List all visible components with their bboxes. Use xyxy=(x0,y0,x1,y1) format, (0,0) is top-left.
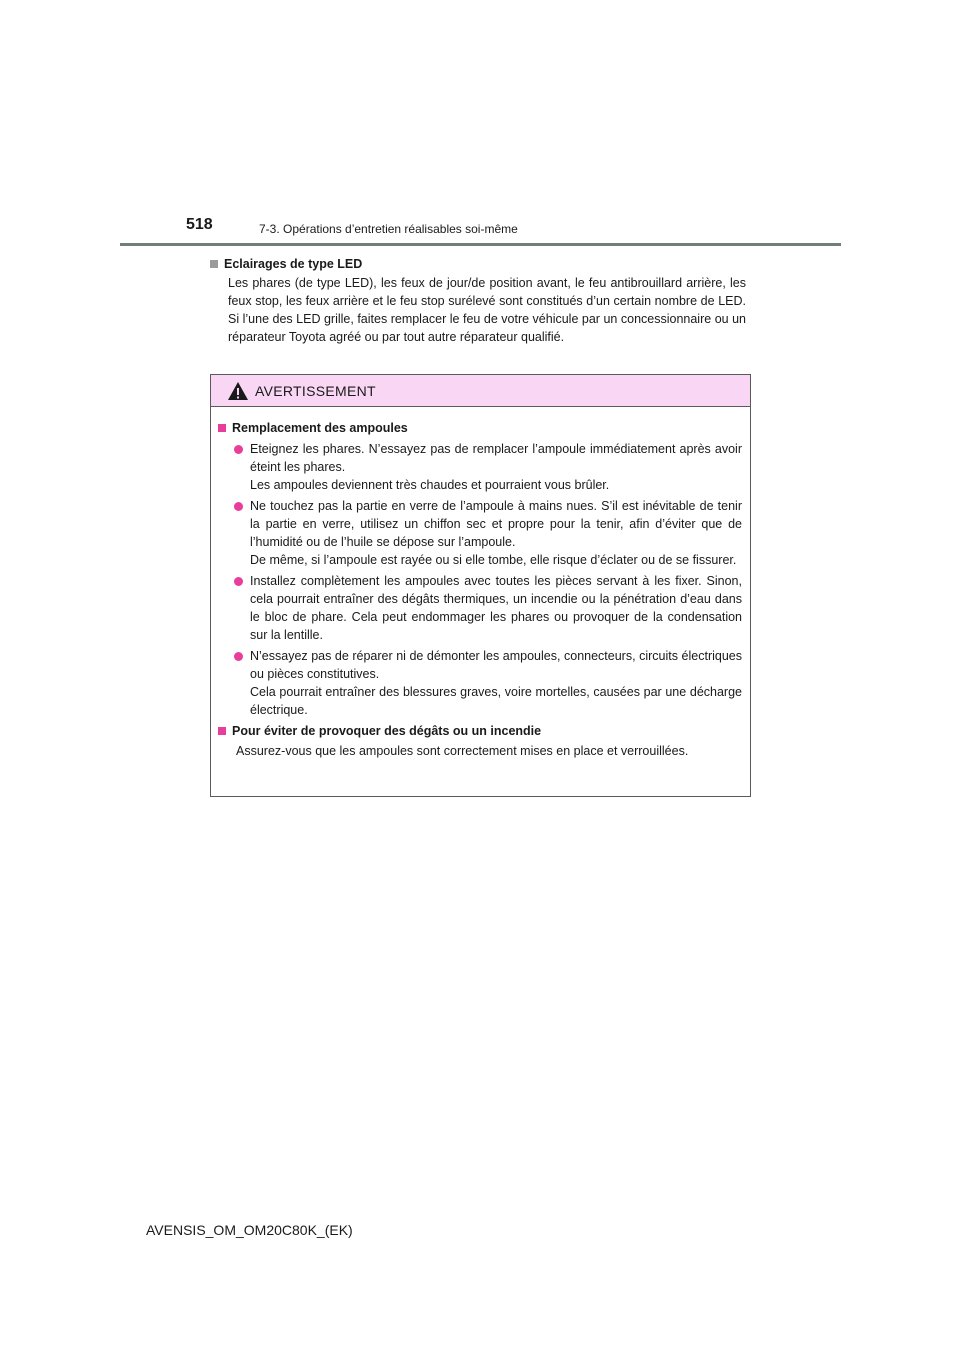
led-lighting-heading xyxy=(210,255,746,273)
led-lighting-heading-text: Eclairages de type LED xyxy=(224,257,363,271)
fire-prevention-text: Assurez-vous que les ampoules sont correctement mises en place et verrouillées. xyxy=(236,744,689,758)
square-bullet-icon xyxy=(210,260,218,268)
list-item xyxy=(218,647,742,719)
model-code: AVENSIS_OM_OM20C80K_(EK) xyxy=(146,1222,353,1238)
square-bullet-icon xyxy=(218,424,226,432)
circle-bullet-icon xyxy=(234,502,243,511)
led-lighting-section xyxy=(210,255,746,346)
list-item xyxy=(218,497,742,569)
page-number: 518 xyxy=(186,216,213,233)
list-item-text: Installez complètement les ampoules avec toutes les pièces servant à les fixer. Sinon, cela pourrait entraîner des dégâts thermiques, un incendie ou la pénétration d’eau dans le bloc de phare. Cela peut endommager les phares ou provoquer de la condensation sur la lentille. xyxy=(250,574,742,642)
list-item-text: Ne touchez pas la partie en verre de l’ampoule à mains nues. S’il est inévitable de tenir la partie en verre, utilisez un chiffon sec et propre pour la tenir, afin d’éviter que de l’humidité ou de l’huile se dépose sur l’ampoule. xyxy=(250,499,742,549)
circle-bullet-icon xyxy=(234,445,243,454)
list-item-text: Les ampoules deviennent très chaudes et pourraient vous brûler. xyxy=(250,478,610,492)
header-divider xyxy=(120,243,841,246)
bulb-replacement-heading xyxy=(218,419,742,437)
list-item-text: De même, si l’ampoule est rayée ou si elle tombe, elle risque d’éclater ou de se fissurer. xyxy=(250,553,737,567)
warning-title: AVERTISSEMENT xyxy=(255,382,376,399)
led-lighting-paragraph: Les phares (de type LED), les feux de jour/de position avant, le feu antibrouillard arrière, les feux stop, les feux arrière et le feu stop surélevé sont constitués d’un certain nombre de LED. Si l’une des LED grille, faites remplacer le feu de votre véhicule par un concessionnaire ou un réparateur Toyota agréé ou par tout autre réparateur qualifié. xyxy=(228,276,746,344)
warning-header xyxy=(211,375,750,407)
list-item-text: N’essayez pas de réparer ni de démonter les ampoules, connecteurs, circuits électriques ou pièces constitutives. xyxy=(250,649,742,681)
list-item xyxy=(218,440,742,494)
bulb-replacement-heading-text: Remplacement des ampoules xyxy=(232,421,408,435)
list-item xyxy=(218,572,742,644)
fire-prevention-heading xyxy=(218,722,742,740)
circle-bullet-icon xyxy=(234,652,243,661)
list-item-text: Cela pourrait entraîner des blessures graves, voire mortelles, causées par une décharge électrique. xyxy=(250,685,742,717)
section-title: 7-3. Opérations d’entretien réalisables soi-même xyxy=(259,222,518,236)
square-bullet-icon xyxy=(218,727,226,735)
warning-content xyxy=(211,407,750,760)
circle-bullet-icon xyxy=(234,577,243,586)
page-header xyxy=(0,0,960,250)
warning-triangle-icon xyxy=(227,381,249,401)
warning-box xyxy=(210,374,751,797)
fire-prevention-heading-text: Pour éviter de provoquer des dégâts ou un incendie xyxy=(232,724,542,738)
list-item-text: Eteignez les phares. N’essayez pas de remplacer l’ampoule immédiatement après avoir éteint les phares. xyxy=(250,442,742,474)
